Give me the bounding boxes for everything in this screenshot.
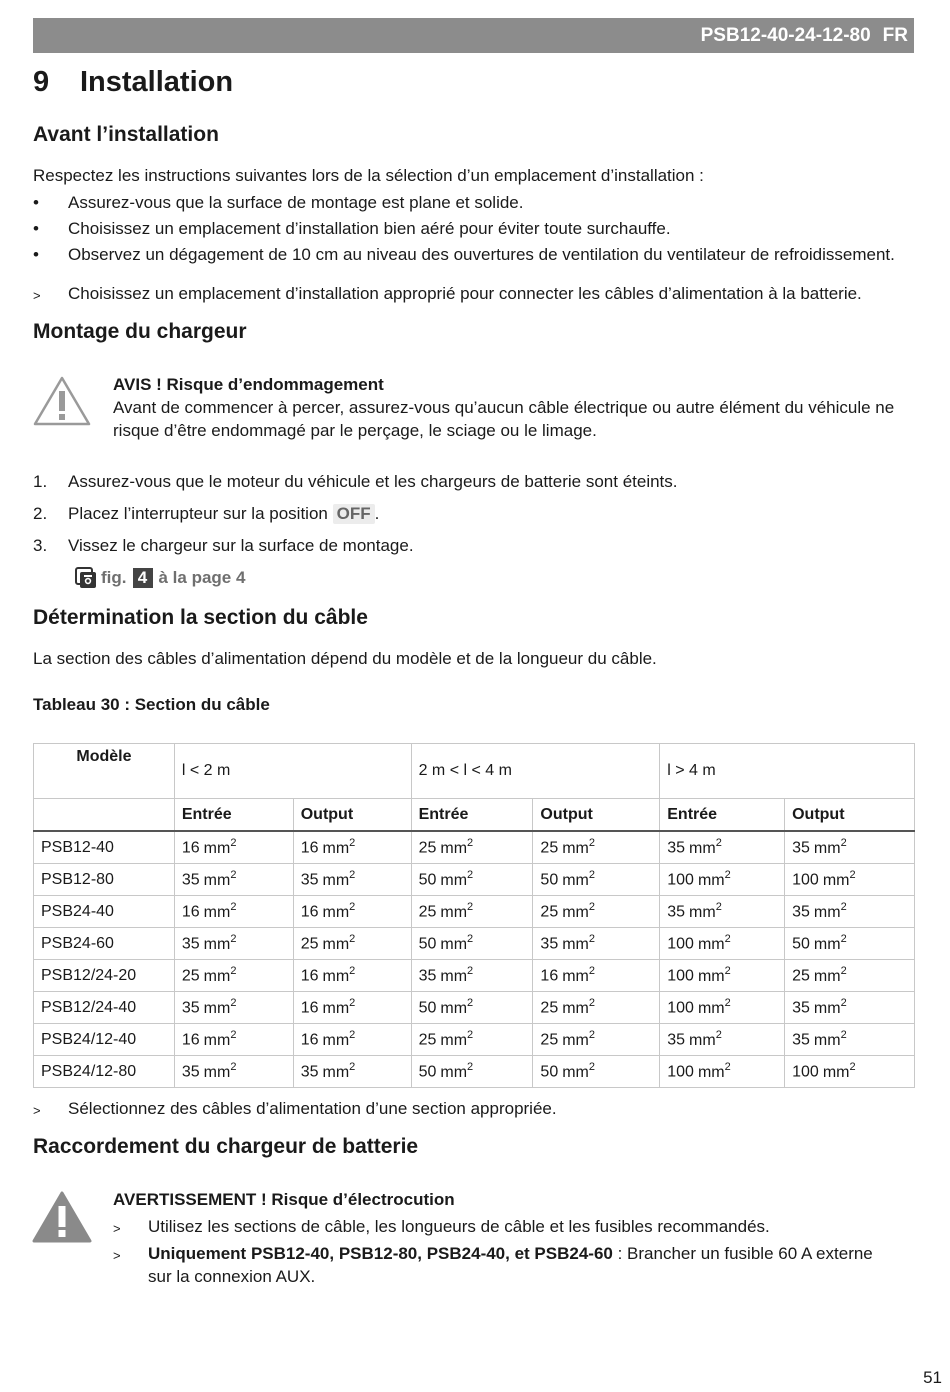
unit: mm [689, 903, 716, 921]
section-value-cell [533, 1056, 660, 1088]
section-value: 50 [418, 999, 437, 1017]
section-value: 35 [181, 871, 200, 889]
table-row [34, 831, 915, 864]
section-value-cell [785, 928, 915, 960]
empty-header-cell [34, 799, 175, 832]
action-text: Sélectionnez des câbles d’alimentation d’une section appropriée. [68, 1099, 557, 1118]
unit: mm [562, 1063, 589, 1081]
table-caption: Tableau 30 : Section du câble [33, 695, 270, 714]
section-value-cell [174, 896, 293, 928]
unit: mm [562, 871, 589, 889]
model-cell: PSB24/12-80 [34, 1056, 175, 1088]
action-item [33, 282, 862, 307]
unit-exponent: 2 [349, 901, 356, 914]
section-title-before-installation: Avant l’installation [33, 123, 219, 146]
bullet-mark: • [33, 219, 39, 238]
section-value: 25 [792, 967, 810, 985]
unit: mm [203, 1063, 231, 1081]
section-value-cell [174, 992, 293, 1024]
section-value: 35 [792, 903, 810, 921]
subheader: Entrée [660, 799, 785, 832]
section-value-cell [660, 1024, 785, 1056]
section-value: 25 [540, 1031, 559, 1049]
unit: mm [440, 1031, 468, 1049]
page-number: 51 [923, 1368, 942, 1387]
unit-exponent: 2 [724, 1061, 731, 1074]
unit: mm [813, 935, 841, 953]
unit-exponent: 2 [230, 837, 237, 850]
unit-exponent: 2 [349, 1029, 356, 1042]
section-value: 16 [300, 839, 319, 857]
unit: mm [440, 839, 468, 857]
section-value-cell [411, 1056, 533, 1088]
unit: mm [440, 871, 468, 889]
group-header: l > 4 m [660, 744, 915, 799]
unit-exponent: 2 [349, 997, 356, 1010]
unit: mm [822, 871, 850, 889]
step-number: 2. [33, 504, 48, 523]
step-text: Assurez-vous que le moteur du véhicule et les chargeurs de batterie sont éteints. [68, 472, 678, 491]
action-arrow-icon: > [113, 1221, 121, 1236]
section-value-cell [411, 864, 533, 896]
section-value: 50 [540, 871, 559, 889]
subheader: Output [533, 799, 660, 832]
unit: mm [203, 1031, 231, 1049]
section-value: 25 [540, 903, 559, 921]
list-item [33, 217, 671, 240]
notice-text-line-1: Avant de commencer à percer, assurez-vous qu’aucun câble électrique ou autre élément du véhicule ne [113, 398, 895, 417]
unit-exponent: 2 [230, 965, 237, 978]
figure-page: à la page 4 [158, 568, 246, 587]
step-number: 1. [33, 472, 48, 491]
unit-exponent: 2 [724, 869, 731, 882]
warning-item-bold: Uniquement PSB12-40, PSB12-80, PSB24-40, et PSB24-60 [148, 1244, 613, 1263]
unit-exponent: 2 [840, 837, 847, 850]
step-item [33, 502, 379, 525]
section-value: 35 [792, 839, 810, 857]
bullet-mark: • [33, 245, 39, 264]
action-arrow-icon: > [33, 1103, 41, 1118]
section-value-cell [785, 1024, 915, 1056]
section-value-cell [293, 896, 411, 928]
unit-exponent: 2 [230, 997, 237, 1010]
section-value-cell [785, 992, 915, 1024]
unit: mm [813, 839, 841, 857]
section-value: 16 [181, 839, 200, 857]
section-value: 100 [667, 871, 694, 889]
table-row [34, 864, 915, 896]
action-item [33, 1097, 557, 1122]
unit-exponent: 2 [724, 933, 731, 946]
section-value: 25 [418, 839, 437, 857]
section-value: 35 [181, 1063, 200, 1081]
table-group-header-row [34, 744, 915, 799]
model-cell: PSB24-40 [34, 896, 175, 928]
list-item [33, 243, 895, 266]
warning-item [113, 1242, 873, 1267]
unit: mm [203, 999, 231, 1017]
bullet-mark: • [33, 193, 39, 212]
step-item [33, 534, 414, 557]
section-value: 16 [300, 967, 319, 985]
unit: mm [562, 839, 589, 857]
unit: mm [203, 967, 231, 985]
warning-item-continuation: sur la connexion AUX. [148, 1267, 316, 1286]
section-value-cell [660, 960, 785, 992]
unit-exponent: 2 [467, 1061, 474, 1074]
unit: mm [562, 967, 589, 985]
unit-exponent: 2 [724, 997, 731, 1010]
page-header [33, 18, 914, 53]
section-value-cell [174, 1024, 293, 1056]
unit: mm [203, 935, 231, 953]
warning-item [113, 1215, 770, 1240]
table-row [34, 1024, 915, 1056]
unit: mm [322, 839, 350, 857]
unit: mm [440, 903, 468, 921]
section-value-cell [533, 992, 660, 1024]
unit: mm [813, 903, 841, 921]
list-item-text: Observez un dégagement de 10 cm au niveau des ouvertures de ventilation du ventilateur de refroidissement. [68, 245, 895, 264]
section1-intro: Respectez les instructions suivantes lors de la sélection d’un emplacement d’installation : [33, 166, 704, 185]
section-value: 100 [792, 1063, 819, 1081]
section-value: 35 [667, 903, 686, 921]
section-value-cell [533, 831, 660, 864]
section-value-cell [174, 1056, 293, 1088]
table-row [34, 960, 915, 992]
model-cell: PSB12-40 [34, 831, 175, 864]
unit-exponent: 2 [467, 837, 474, 850]
table-row [34, 928, 915, 960]
step-item [33, 470, 678, 493]
section-value-cell [411, 896, 533, 928]
subheader: Entrée [411, 799, 533, 832]
section-value-cell [533, 928, 660, 960]
switch-position-label: OFF [333, 504, 375, 524]
section-value: 50 [540, 1063, 559, 1081]
section-value-cell [411, 1024, 533, 1056]
section-value-cell [293, 1056, 411, 1088]
figure-label: fig. [101, 568, 127, 587]
section-value: 16 [300, 999, 319, 1017]
section-value: 35 [300, 871, 319, 889]
section-value-cell [533, 1024, 660, 1056]
section-value-cell [174, 960, 293, 992]
section-value-cell [293, 831, 411, 864]
section-value-cell [660, 831, 785, 864]
section-value: 50 [418, 935, 437, 953]
table-subheader-row [34, 799, 915, 832]
section-value: 35 [667, 1031, 686, 1049]
section-value-cell [785, 960, 915, 992]
unit-exponent: 2 [467, 965, 474, 978]
model-cell: PSB12-80 [34, 864, 175, 896]
notice-text-line-2: risque d’être endommagé par le perçage, le sciage ou le limage. [113, 421, 597, 440]
section-value-cell [293, 864, 411, 896]
unit-exponent: 2 [724, 965, 731, 978]
unit-exponent: 2 [588, 901, 595, 914]
unit-exponent: 2 [467, 1029, 474, 1042]
unit: mm [322, 1063, 350, 1081]
section-value-cell [660, 992, 785, 1024]
unit-exponent: 2 [230, 901, 237, 914]
list-item [33, 191, 524, 214]
chapter-title: Installation [80, 66, 234, 98]
unit-exponent: 2 [849, 1061, 856, 1074]
unit: mm [322, 903, 350, 921]
unit-exponent: 2 [349, 965, 356, 978]
header-language: FR [882, 24, 908, 46]
section-value-cell [411, 960, 533, 992]
section-value: 100 [792, 871, 819, 889]
section-value-cell [785, 896, 915, 928]
unit: mm [322, 999, 350, 1017]
subheader: Output [293, 799, 411, 832]
section-value-cell [785, 831, 915, 864]
unit: mm [562, 999, 589, 1017]
unit-exponent: 2 [230, 1029, 237, 1042]
section-value-cell [660, 896, 785, 928]
section-value: 25 [418, 903, 437, 921]
table-row [34, 896, 915, 928]
section-value: 25 [418, 1031, 437, 1049]
unit: mm [697, 935, 725, 953]
unit: mm [203, 871, 231, 889]
unit-exponent: 2 [230, 869, 237, 882]
unit-exponent: 2 [588, 1061, 595, 1074]
section3-intro: La section des câbles d’alimentation dépend du modèle et de la longueur du câble. [33, 649, 657, 668]
section-value-cell [411, 928, 533, 960]
unit: mm [440, 1063, 468, 1081]
subheader: Entrée [174, 799, 293, 832]
warning-triangle-icon [31, 1190, 93, 1244]
section-value: 25 [540, 839, 559, 857]
list-item-text: Assurez-vous que la surface de montage est plane et solide. [68, 193, 524, 212]
unit: mm [322, 935, 350, 953]
unit: mm [562, 935, 589, 953]
step-text: Placez l’interrupteur sur la position [68, 504, 328, 523]
section-value-cell [174, 864, 293, 896]
unit-exponent: 2 [349, 1061, 356, 1074]
section-value: 100 [667, 935, 694, 953]
section-value: 16 [181, 903, 200, 921]
unit: mm [813, 999, 841, 1017]
unit-exponent: 2 [467, 997, 474, 1010]
unit-exponent: 2 [467, 901, 474, 914]
unit: mm [322, 967, 350, 985]
section-value: 25 [300, 935, 319, 953]
unit: mm [203, 839, 231, 857]
unit: mm [440, 935, 468, 953]
section-value: 100 [667, 967, 694, 985]
unit: mm [322, 1031, 350, 1049]
unit: mm [562, 1031, 589, 1049]
unit: mm [322, 871, 350, 889]
section-value: 16 [540, 967, 559, 985]
section-value: 16 [181, 1031, 200, 1049]
section-value-cell [660, 864, 785, 896]
section-value-cell [533, 864, 660, 896]
section-value-cell [411, 992, 533, 1024]
section-value: 35 [181, 935, 200, 953]
section-value: 100 [667, 999, 694, 1017]
section-value: 35 [181, 999, 200, 1017]
model-cell: PSB12/24-20 [34, 960, 175, 992]
model-cell: PSB24/12-40 [34, 1024, 175, 1056]
chapter-number: 9 [33, 66, 50, 98]
header-model: PSB12-40-24-12-80 [700, 24, 871, 46]
step-text-end: . [374, 504, 380, 523]
warning-title: AVERTISSEMENT ! Risque d’électrocution [113, 1190, 455, 1209]
unit-exponent: 2 [588, 997, 595, 1010]
section-value: 35 [792, 1031, 810, 1049]
unit-exponent: 2 [349, 869, 356, 882]
section-value-cell [660, 1056, 785, 1088]
unit: mm [562, 903, 589, 921]
unit: mm [822, 1063, 850, 1081]
unit-exponent: 2 [588, 869, 595, 882]
section-value: 35 [300, 1063, 319, 1081]
list-item-text: Choisissez un emplacement d’installation bien aéré pour éviter toute surchauffe. [68, 219, 671, 238]
group-header: l < 2 m [174, 744, 411, 799]
unit-exponent: 2 [840, 965, 847, 978]
unit: mm [689, 839, 716, 857]
subheader: Output [785, 799, 915, 832]
unit-exponent: 2 [588, 837, 595, 850]
unit: mm [813, 1031, 841, 1049]
unit: mm [697, 999, 725, 1017]
unit: mm [203, 903, 231, 921]
section-value-cell [533, 960, 660, 992]
unit: mm [697, 1063, 725, 1081]
unit-exponent: 2 [467, 869, 474, 882]
group-header: 2 m < l < 4 m [411, 744, 660, 799]
unit: mm [689, 1031, 716, 1049]
section-value: 100 [667, 1063, 694, 1081]
section-value-cell [533, 896, 660, 928]
section-value: 35 [792, 999, 810, 1017]
section-value-cell [293, 992, 411, 1024]
action-arrow-icon: > [113, 1248, 121, 1263]
section-value-cell [293, 960, 411, 992]
cable-section-table [33, 743, 915, 1088]
model-header: Modèle [34, 744, 175, 799]
section-value-cell [660, 928, 785, 960]
action-text: Choisissez un emplacement d’installation approprié pour connecter les câbles d’alimentation à la batterie. [68, 284, 862, 303]
section-title-connection: Raccordement du chargeur de batterie [33, 1135, 419, 1158]
section-value-cell [293, 1024, 411, 1056]
section-value-cell [785, 864, 915, 896]
unit: mm [440, 999, 468, 1017]
step-text: Vissez le chargeur sur la surface de montage. [68, 536, 414, 555]
unit-exponent: 2 [715, 901, 722, 914]
figure-reference[interactable] [75, 567, 245, 589]
unit-exponent: 2 [840, 997, 847, 1010]
section-value-cell [785, 1056, 915, 1088]
chapter-heading [33, 66, 233, 99]
model-cell: PSB24-60 [34, 928, 175, 960]
section-value: 50 [418, 871, 437, 889]
table-row [34, 992, 915, 1024]
action-arrow-icon: > [33, 288, 41, 303]
section-value-cell [174, 928, 293, 960]
unit-exponent: 2 [588, 965, 595, 978]
warning-item-text: : Brancher un fusible 60 A externe [612, 1244, 873, 1263]
unit: mm [697, 871, 725, 889]
section-value: 50 [418, 1063, 437, 1081]
unit-exponent: 2 [588, 933, 595, 946]
unit-exponent: 2 [849, 869, 856, 882]
section-title-mounting: Montage du chargeur [33, 320, 247, 343]
section-value: 50 [792, 935, 810, 953]
unit-exponent: 2 [840, 901, 847, 914]
section-value: 25 [540, 999, 559, 1017]
unit-exponent: 2 [588, 1029, 595, 1042]
section-value: 16 [300, 903, 319, 921]
section-value: 35 [540, 935, 559, 953]
unit: mm [440, 967, 468, 985]
caution-triangle-icon [32, 375, 92, 427]
section-value-cell [411, 831, 533, 864]
section-value: 16 [300, 1031, 319, 1049]
unit-exponent: 2 [230, 933, 237, 946]
unit-exponent: 2 [230, 1061, 237, 1074]
model-cell: PSB12/24-40 [34, 992, 175, 1024]
unit-exponent: 2 [349, 933, 356, 946]
section-value: 35 [418, 967, 437, 985]
section-value: 25 [181, 967, 200, 985]
unit-exponent: 2 [349, 837, 356, 850]
figure-number: 4 [133, 568, 153, 588]
unit: mm [697, 967, 725, 985]
unit-exponent: 2 [840, 1029, 847, 1042]
section-value: 35 [667, 839, 686, 857]
camera-icon [75, 567, 97, 589]
unit-exponent: 2 [715, 837, 722, 850]
unit-exponent: 2 [715, 1029, 722, 1042]
notice-title: AVIS ! Risque d’endommagement [113, 375, 384, 394]
unit: mm [813, 967, 841, 985]
section-value-cell [174, 831, 293, 864]
warning-item-text: Utilisez les sections de câble, les longueurs de câble et les fusibles recommandés. [148, 1217, 770, 1236]
step-number: 3. [33, 536, 48, 555]
unit-exponent: 2 [840, 933, 847, 946]
section-value-cell [293, 928, 411, 960]
table-row [34, 1056, 915, 1088]
section-title-cable-section: Détermination la section du câble [33, 606, 368, 629]
unit-exponent: 2 [467, 933, 474, 946]
